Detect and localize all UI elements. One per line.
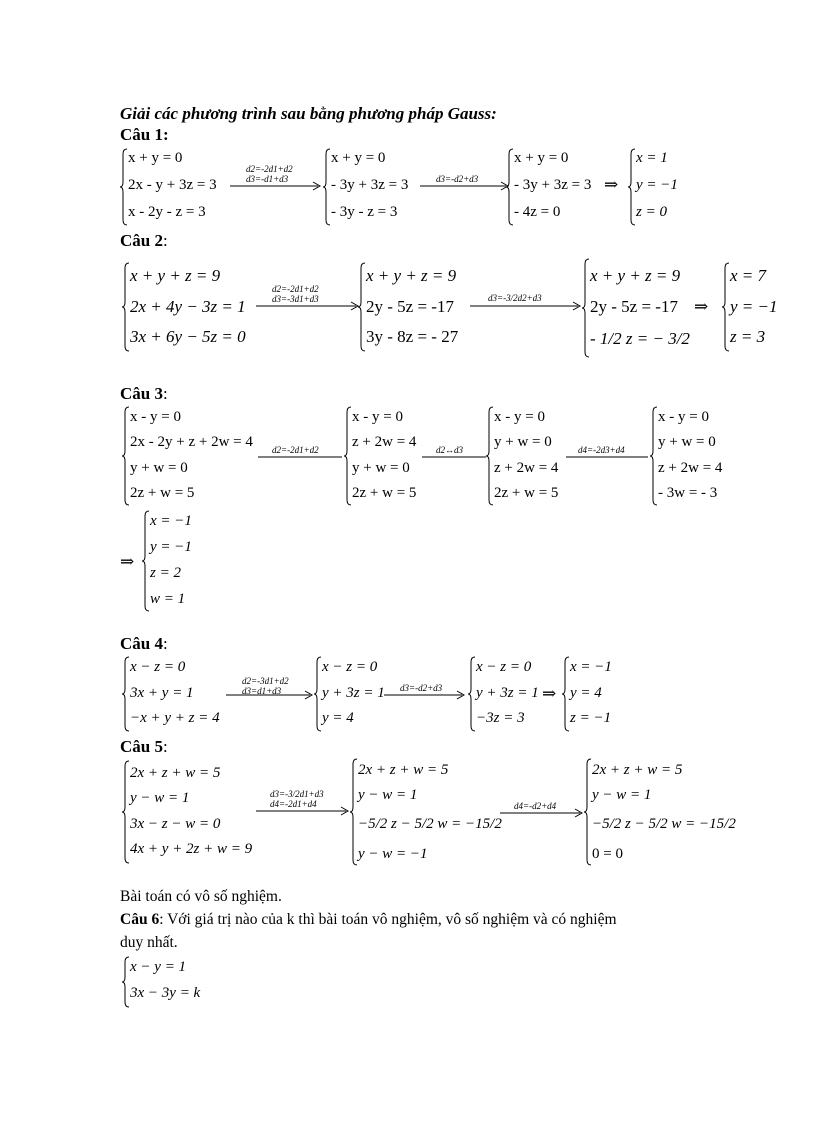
q1-system-a — [120, 148, 240, 226]
q3-label — [120, 384, 168, 404]
equation: x + y + z = 9 — [366, 266, 457, 285]
solution-line: y = −1 — [636, 177, 678, 193]
q4-system-c — [468, 656, 548, 732]
brace — [314, 656, 322, 732]
equation: - 3y - z = 3 — [331, 204, 398, 220]
q1-op2: d3=-d2+d3 — [436, 174, 479, 184]
equation: x + y + z = 9 — [590, 266, 681, 285]
brace — [486, 406, 494, 506]
equation: y + 3z = 1 — [322, 685, 385, 701]
equation: y − w = 1 — [592, 787, 652, 803]
brace — [323, 148, 331, 226]
equation: z + 2w = 4 — [658, 460, 723, 476]
arrow-icon — [384, 690, 466, 700]
arrow-icon — [256, 806, 350, 816]
implies-icon: ⇒ — [542, 684, 557, 703]
brace — [584, 758, 592, 866]
q4-colon: : — [162, 634, 168, 653]
q3-label-text: Câu 3 — [120, 384, 163, 403]
q6-text-continued: duy nhất. — [120, 934, 178, 951]
q4-op2: d3=-d2+d3 — [400, 683, 443, 693]
equation: x − z = 0 — [476, 659, 532, 675]
equation: 2y - 5z = -17 — [366, 297, 454, 316]
equation: x − z = 0 — [322, 659, 378, 675]
q1-op1-bottom: d3=-d1+d3 — [246, 174, 289, 184]
equation: 2z + w = 5 — [352, 485, 417, 501]
arrow-icon — [500, 808, 584, 818]
solution-line: x = 1 — [636, 150, 668, 166]
equation: 2x + z + w = 5 — [592, 762, 683, 778]
equation: 3x + y = 1 — [130, 685, 194, 701]
solution-line: x = 7 — [730, 266, 767, 285]
q5-op2: d4=-d2+d4 — [514, 801, 557, 811]
equation: −3z = 3 — [476, 710, 525, 726]
brace — [358, 262, 366, 352]
equation: y + w = 0 — [130, 460, 188, 476]
arrow-icon — [226, 690, 314, 700]
q1-system-b — [323, 148, 423, 226]
q4-system-a — [122, 656, 242, 732]
q4-op1-bottom: d3=d1+d3 — [242, 686, 282, 696]
equation: −5/2 z − 5/2 w = −15/2 — [358, 816, 502, 832]
equation: 2x + 4y − 3z = 1 — [130, 297, 246, 316]
q1-label: Câu 1: — [120, 125, 169, 144]
brace — [722, 262, 730, 352]
q3-system-a — [122, 406, 262, 506]
solution-line: y = −1 — [150, 539, 192, 555]
brace — [468, 656, 476, 732]
q4-label — [120, 634, 168, 654]
arrow-icon — [420, 181, 510, 191]
q3-op3: d4=-2d3+d4 — [578, 445, 625, 455]
equation: x - y = 0 — [352, 409, 403, 425]
equation: x - 2y - z = 3 — [128, 204, 206, 220]
q6-statement — [120, 911, 617, 929]
equation: x - y = 0 — [658, 409, 709, 425]
equation: x + y = 0 — [331, 150, 386, 166]
equation: y + 3z = 1 — [476, 685, 539, 701]
brace — [142, 510, 150, 612]
solution-line: y = −1 — [730, 297, 778, 316]
brace — [344, 406, 352, 506]
brace — [506, 148, 514, 226]
solution-line: z = 2 — [150, 565, 181, 581]
brace — [650, 406, 658, 506]
q2-op1-bottom: d3=-3d1+d3 — [272, 294, 319, 304]
q4-system-b — [314, 656, 394, 732]
brace — [122, 956, 130, 1008]
solution-line: y = 4 — [570, 685, 602, 701]
q3-colon: : — [162, 384, 168, 403]
equation: z + 2w = 4 — [494, 460, 559, 476]
equation: 0 = 0 — [592, 846, 623, 862]
equation: 3x + 6y − 5z = 0 — [130, 327, 246, 346]
q2-system-c — [582, 258, 702, 358]
equation: y − w = 1 — [130, 790, 190, 806]
q1-solution — [628, 148, 698, 226]
brace — [628, 148, 636, 226]
q5-op1-bottom: d4=-2d1+d4 — [270, 799, 317, 809]
solution-line: x = −1 — [150, 513, 192, 529]
q5-conclusion: Bài toán có vô số nghiệm. — [120, 888, 282, 905]
equation: y + w = 0 — [494, 434, 552, 450]
arrow-icon — [566, 452, 650, 462]
equation: x + y = 0 — [128, 150, 183, 166]
q4-label-text: Câu 4 — [120, 634, 163, 653]
equation: 3x − z − w = 0 — [130, 816, 221, 832]
equation: 2y - 5z = -17 — [590, 297, 678, 316]
equation: x + y + z = 9 — [130, 266, 221, 285]
equation: x - y = 0 — [494, 409, 545, 425]
q6-label: Câu 6 — [120, 911, 160, 928]
q2-op1-top: d2=-2d1+d2 — [272, 284, 319, 294]
brace — [562, 656, 570, 732]
equation: - 3y + 3z = 3 — [514, 177, 592, 193]
arrow-icon — [258, 452, 344, 462]
solution-line: x = −1 — [570, 659, 612, 675]
implies-icon: ⇒ — [604, 175, 619, 194]
equation: 2x + z + w = 5 — [358, 762, 449, 778]
brace — [122, 406, 130, 506]
q5-system-b — [350, 758, 500, 866]
q3-op1: d2=-2d1+d2 — [272, 445, 319, 455]
equation: −x + y + z = 4 — [130, 710, 220, 726]
q1-op1-top: d2=-2d1+d2 — [246, 164, 293, 174]
arrow-icon — [470, 301, 582, 311]
q2-system-a — [122, 262, 262, 352]
q3-system-d — [650, 406, 730, 506]
q5-label-text: Câu 5 — [120, 737, 163, 756]
equation: y = 4 — [322, 710, 354, 726]
equation: y − w = −1 — [358, 846, 428, 862]
equation: - 3w = - 3 — [658, 485, 718, 501]
equation: x − y = 1 — [130, 959, 187, 975]
equation: 2z + w = 5 — [130, 485, 195, 501]
solution-line: z = 0 — [636, 204, 667, 220]
brace — [122, 262, 130, 352]
equation: 2x - y + 3z = 3 — [128, 177, 217, 193]
q2-op2: d3=-3/2d2+d3 — [488, 293, 542, 303]
equation: - 1/2 z = − 3/2 — [590, 329, 690, 348]
equation: y − w = 1 — [358, 787, 418, 803]
q1-system-c — [506, 148, 606, 226]
q6-text: : Với giá trị nào của k thì bài toán vô nghiệm, vô số nghiệm và có nghiệm — [159, 911, 617, 928]
q4-solution — [562, 656, 632, 732]
equation: x + y = 0 — [514, 150, 569, 166]
brace — [582, 258, 590, 358]
equation: x − z = 0 — [130, 659, 186, 675]
equation: 3x − 3y = k — [130, 985, 201, 1001]
equation: z + 2w = 4 — [352, 434, 417, 450]
q3-solution — [142, 510, 202, 612]
equation: - 3y + 3z = 3 — [331, 177, 409, 193]
equation: −5/2 z − 5/2 w = −15/2 — [592, 816, 736, 832]
q3-system-c — [486, 406, 566, 506]
brace — [122, 760, 130, 864]
q2-colon: : — [162, 231, 168, 250]
solution-line: z = 3 — [730, 327, 766, 346]
equation: - 4z = 0 — [514, 204, 561, 220]
q4-op1-top: d2=-3d1+d2 — [242, 676, 289, 686]
arrow-icon — [230, 181, 322, 191]
q5-system-c — [584, 758, 744, 866]
q2-solution — [722, 262, 792, 352]
solution-line: z = −1 — [570, 710, 612, 726]
q5-op1-top: d3=-3/2d1+d3 — [270, 789, 324, 799]
q2-system-b — [358, 262, 478, 352]
q2-label — [120, 231, 168, 251]
arrow-icon — [256, 301, 360, 311]
brace — [350, 758, 358, 866]
solution-line: w = 1 — [150, 591, 186, 607]
equation: y + w = 0 — [352, 460, 410, 476]
brace — [122, 656, 130, 732]
q2-label-text: Câu 2 — [120, 231, 163, 250]
page-heading: Giải các phương trình sau bằng phương pháp Gauss: — [120, 104, 497, 123]
equation: 2x - 2y + z + 2w = 4 — [130, 434, 253, 450]
q5-colon: : — [162, 737, 168, 756]
q3-system-b — [344, 406, 424, 506]
equation: x - y = 0 — [130, 409, 181, 425]
brace — [120, 148, 128, 226]
equation: 2x + z + w = 5 — [130, 765, 221, 781]
equation: y + w = 0 — [658, 434, 716, 450]
equation: 2z + w = 5 — [494, 485, 559, 501]
q6-system — [122, 956, 222, 1008]
q5-label — [120, 737, 168, 757]
q5-system-a — [122, 760, 262, 864]
arrow-icon — [422, 452, 488, 462]
equation: 4x + y + 2z + w = 9 — [130, 841, 253, 857]
implies-icon: ⇒ — [120, 552, 135, 571]
equation: 3y - 8z = - 27 — [366, 327, 459, 346]
implies-icon: ⇒ — [694, 297, 709, 316]
q3-op2: d2↔d3 — [436, 445, 463, 455]
